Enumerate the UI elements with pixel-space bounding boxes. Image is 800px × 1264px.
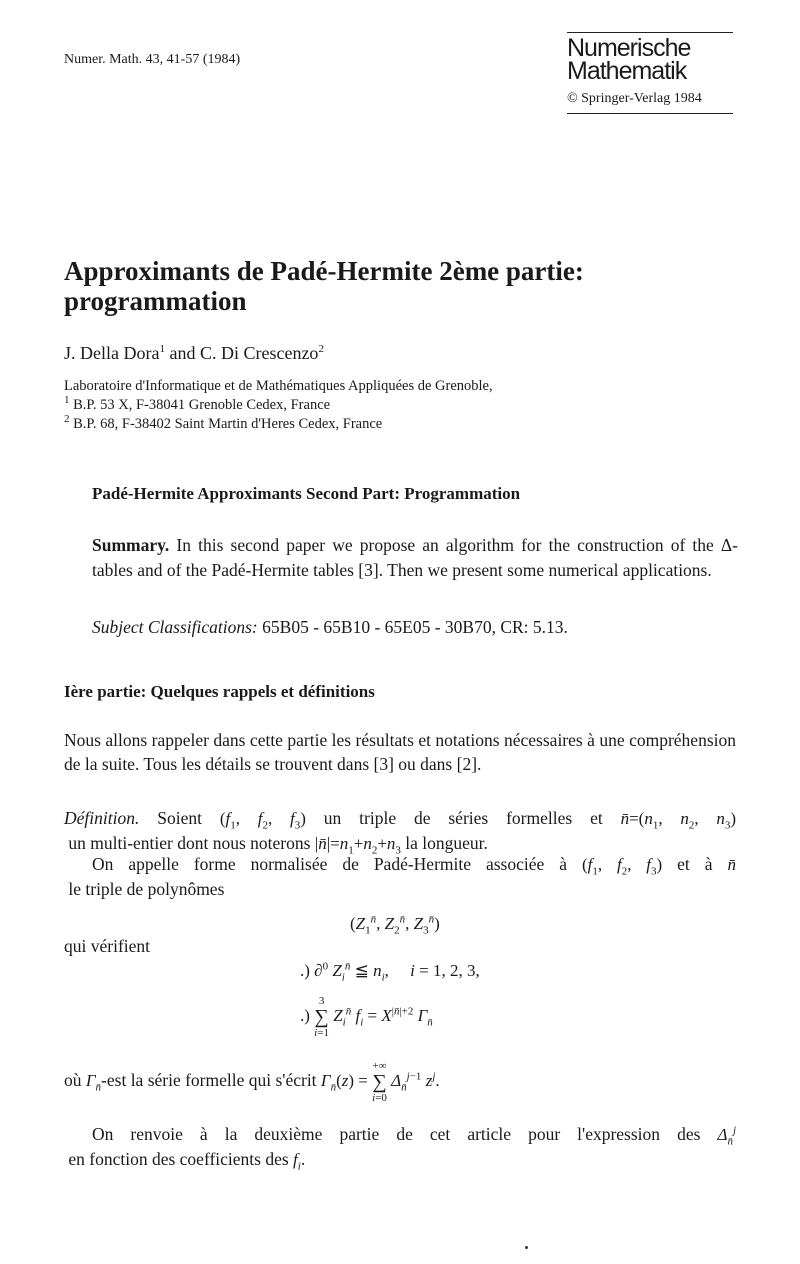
delta-n-j: $\Delta_{n̄}^j$ — [717, 1124, 736, 1148]
summary — [92, 533, 738, 582]
addr1-num: 1 — [64, 394, 70, 407]
definition-label: Définition. — [64, 808, 140, 828]
subject-label: Subject Classifications: — [92, 617, 258, 637]
para2-text3: le triple de polynômes — [64, 879, 225, 899]
citation: Numer. Math. 43, 41-57 (1984) — [64, 52, 241, 67]
addr2-num: 2 — [64, 413, 70, 426]
journal-name-line1: Numerische — [567, 34, 691, 62]
author-2-sup: 2 — [318, 343, 324, 355]
condition-sum: .) 3 ∑ i=1 $Z_i^{n̄}$ $f_i = X^{|n̄|+2}$ $\Gamma_{n̄}$ — [300, 995, 433, 1039]
para2-text2: et à — [662, 854, 728, 874]
affiliation-addr2 — [64, 415, 493, 434]
definition-paragraph — [64, 806, 736, 856]
condition-degree: .) ∂$^0$ $Z_i^{n̄}$ ≦ $n_i$, i = 1, 2, 3, — [300, 960, 480, 984]
n-bar: n̄ — [727, 855, 736, 874]
qui-verifient: qui vérifient — [64, 936, 151, 956]
final-text2: en fonction des coefficients des — [64, 1149, 294, 1169]
author-1: J. Della Dora — [64, 343, 160, 363]
ou-line — [64, 1060, 440, 1104]
def-text4: la longueur. — [400, 833, 488, 853]
ou-text1: où — [64, 1069, 86, 1090]
paper-title — [64, 256, 744, 316]
summary-label: Summary. — [92, 535, 170, 555]
gamma-n: $\Gamma_{n̄}$ — [85, 1070, 102, 1094]
triple-f-2: ($f_1$, $f_2$, $f_3$) — [581, 855, 663, 878]
section-heading: Ière partie: Quelques rappels et définitions — [64, 682, 375, 701]
length-formula: $|n̄|=n_1+n_2+n_3$ — [314, 834, 401, 857]
journal-name-line2: Mathematik — [567, 57, 687, 85]
title-line1: Approximants de Padé-Hermite 2ème partie: — [64, 256, 584, 286]
def-text1: Soient — [139, 808, 220, 828]
summary-text: In this second paper we propose an algorithm for the construction of the Δ-tables and of the Padé-Hermite tables [3]. Then we present some numerical applications. — [92, 535, 738, 580]
author-and: and — [164, 343, 200, 363]
sum-symbol-2: +∞ ∑ i=0 — [372, 1060, 387, 1104]
page-dot — [525, 1246, 528, 1249]
multi-integer: $n̄=(n_1$, $n_2$, $n_3$) — [620, 809, 737, 832]
formula-Z-triple: ($Z_1^{n̄}$, $Z_2^{n̄}$, $Z_3^{n̄}$) — [350, 913, 440, 937]
gamma-series: $\Gamma_{n̄}(z)$ = +∞ ∑ i=0 $\Delta_{n̄}^{j-1}$ $z^j$. — [320, 1060, 440, 1104]
affiliation-addr1 — [64, 396, 493, 415]
affiliation — [64, 377, 493, 434]
def-text3: un multi-entier dont nous noterons — [64, 833, 315, 853]
final-text1: On renvoie à la deuxième partie de cet article pour l'expression des — [92, 1124, 718, 1144]
english-title: Padé-Hermite Approximants Second Part: Programmation — [92, 484, 521, 503]
author-2: C. Di Crescenzo — [199, 343, 319, 363]
addr1-text: B.P. 53 X, F-38041 Grenoble Cedex, France — [73, 397, 331, 413]
journal-name — [567, 33, 733, 83]
author-1-sup: 1 — [159, 343, 165, 355]
triple-f: ($f_1$, $f_2$, $f_3$) — [219, 809, 306, 832]
ou-text2: -est la série formelle qui s'écrit — [101, 1069, 321, 1090]
bottom-rule — [567, 113, 733, 114]
intro-paragraph: Nous allons rappeler dans cette partie les résultats et notations nécessaires à une compréhension de la suite. Tous les détails se trouvent dans [3] ou dans [2]. — [64, 730, 736, 774]
affiliation-lab: Laboratoire d'Informatique et de Mathématiques Appliquées de Grenoble, — [64, 378, 493, 394]
subject-text: 65B05 - 65B10 - 65E05 - 30B70, CR: 5.13. — [257, 617, 568, 637]
def-text2: un triple de séries formelles et — [305, 808, 621, 828]
addr2-text: B.P. 68, F-38402 Saint Martin d'Heres Cedex, France — [73, 416, 383, 432]
subject-classifications — [92, 617, 568, 638]
journal-box — [567, 32, 733, 114]
para2-text1: On appelle forme normalisée de Padé-Hermite associée à — [92, 854, 582, 874]
sum-symbol: 3 ∑ i=1 — [314, 995, 329, 1039]
final-paragraph: On renvoie à la deuxième partie de cet article pour l'expression des $\Delta_{n̄}^j$ en fonction des coefficients des $f_i$. — [64, 1124, 736, 1173]
second-paragraph — [64, 852, 736, 901]
authors — [64, 343, 324, 364]
f-i: $f_i$ — [293, 1150, 301, 1173]
publisher: © Springer-Verlag 1984 — [567, 91, 702, 106]
title-line2: programmation — [64, 286, 247, 316]
